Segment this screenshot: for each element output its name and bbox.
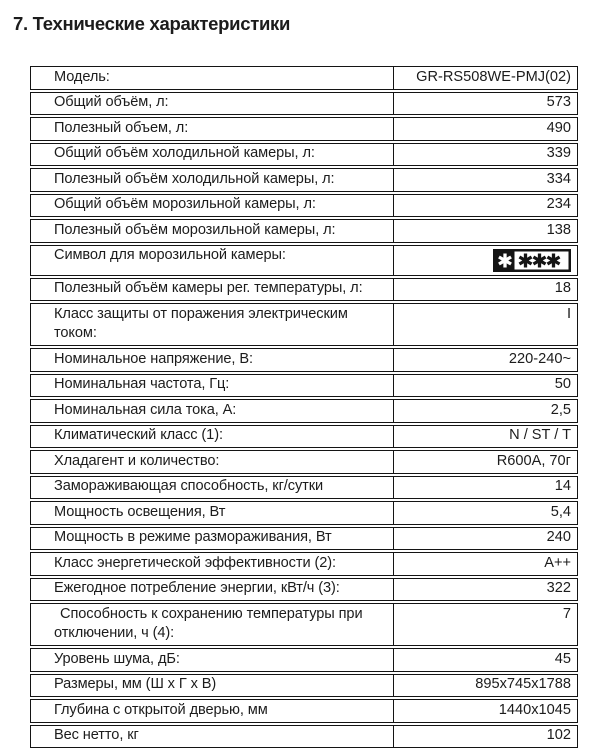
spec-value: 322 (394, 579, 577, 601)
spec-value: 1440x1045 (394, 700, 577, 722)
spec-row (30, 219, 578, 243)
spec-value: GR-RS508WE-PMJ(02) (394, 67, 577, 89)
spec-label: Общий объём, л: (31, 93, 394, 115)
spec-value: A++ (394, 553, 577, 575)
spec-table (30, 66, 578, 748)
spec-value (394, 246, 577, 275)
spec-value: 895x745x1788 (394, 675, 577, 697)
spec-row (30, 450, 578, 474)
spec-label: Способность к сохранению температуры при отключении, ч (4): (31, 604, 394, 645)
manual-page (0, 13, 603, 748)
spec-label: Полезный объём морозильной камеры, л: (31, 220, 394, 242)
spec-row (30, 603, 578, 646)
spec-label: Символ для морозильной камеры: (31, 246, 394, 275)
spec-label: Полезный объем, л: (31, 118, 394, 140)
spec-value: 573 (394, 93, 577, 115)
spec-label: Уровень шума, дБ: (31, 649, 394, 671)
spec-value: 339 (394, 144, 577, 166)
spec-label: Общий объём холодильной камеры, л: (31, 144, 394, 166)
spec-row (30, 674, 578, 698)
spec-row (30, 725, 578, 748)
spec-value: 14 (394, 477, 577, 499)
freezer-rating-icon (493, 249, 571, 272)
spec-label: Замораживающая способность, кг/сутки (31, 477, 394, 499)
spec-value: 220-240~ (394, 349, 577, 371)
spec-row (30, 501, 578, 525)
spec-value: 50 (394, 375, 577, 397)
spec-row (30, 699, 578, 723)
spec-label: Номинальное напряжение, В: (31, 349, 394, 371)
spec-value: N / ST / T (394, 426, 577, 448)
spec-value: R600A, 70г (394, 451, 577, 473)
spec-value: 102 (394, 726, 577, 748)
spec-row (30, 66, 578, 90)
spec-label: Модель: (31, 67, 394, 89)
spec-row (30, 278, 578, 302)
spec-value: I (394, 304, 577, 345)
spec-row (30, 399, 578, 423)
spec-value: 334 (394, 169, 577, 191)
spec-row (30, 578, 578, 602)
spec-row (30, 476, 578, 500)
spec-label: Размеры, мм (Ш х Г х В) (31, 675, 394, 697)
spec-value: 138 (394, 220, 577, 242)
spec-row (30, 143, 578, 167)
spec-row (30, 92, 578, 116)
spec-value: 234 (394, 195, 577, 217)
spec-row (30, 374, 578, 398)
spec-label: Класс энергетической эффективности (2): (31, 553, 394, 575)
spec-label: Полезный объём холодильной камеры, л: (31, 169, 394, 191)
spec-value: 2,5 (394, 400, 577, 422)
spec-row (30, 648, 578, 672)
spec-label: Мощность в режиме размораживания, Вт (31, 528, 394, 550)
spec-row (30, 194, 578, 218)
section-title: 7. Технические характеристики (13, 13, 603, 35)
spec-label: Номинальная частота, Гц: (31, 375, 394, 397)
spec-row (30, 552, 578, 576)
spec-label: Хладагент и количество: (31, 451, 394, 473)
spec-value: 7 (394, 604, 577, 645)
spec-label: Номинальная сила тока, А: (31, 400, 394, 422)
spec-row (30, 425, 578, 449)
spec-row (30, 117, 578, 141)
spec-value: 5,4 (394, 502, 577, 524)
spec-label: Класс защиты от поражения электрическим током: (31, 304, 394, 345)
spec-row (30, 245, 578, 276)
spec-label: Мощность освещения, Вт (31, 502, 394, 524)
spec-value: 240 (394, 528, 577, 550)
spec-row (30, 303, 578, 346)
spec-label: Климатический класс (1): (31, 426, 394, 448)
spec-row (30, 527, 578, 551)
spec-value: 45 (394, 649, 577, 671)
spec-label: Ежегодное потребление энергии, кВт/ч (3): (31, 579, 394, 601)
spec-label: Полезный объём камеры рег. температуры, л: (31, 279, 394, 301)
spec-row (30, 168, 578, 192)
spec-label: Общий объём морозильной камеры, л: (31, 195, 394, 217)
spec-value: 490 (394, 118, 577, 140)
spec-value: 18 (394, 279, 577, 301)
spec-label: Вес нетто, кг (31, 726, 394, 748)
spec-row (30, 348, 578, 372)
spec-label: Глубина с открытой дверью, мм (31, 700, 394, 722)
